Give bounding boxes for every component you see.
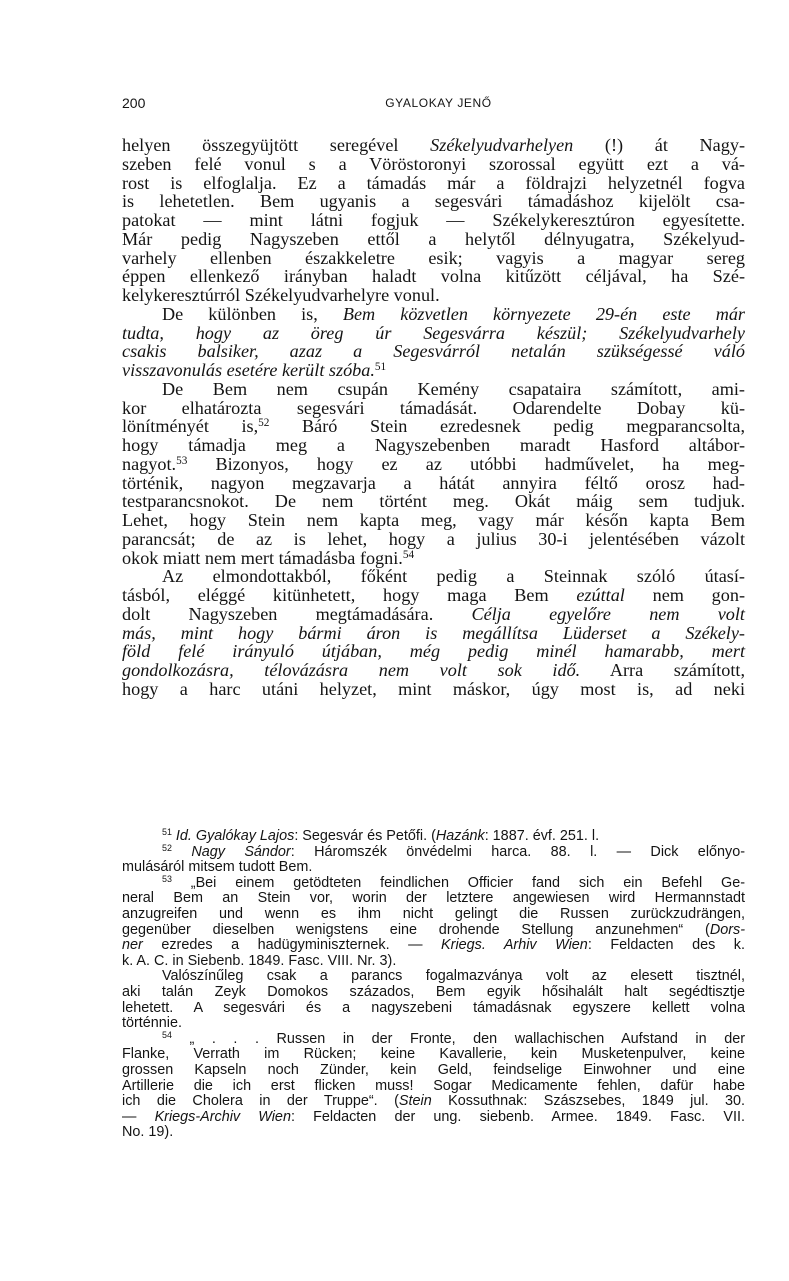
footnotes [122,829,745,1141]
footnote-line: aki talán Zeyk Domokos százados, Bem egyik hősihalált halt segédtisztje [122,983,745,1000]
text-line: lönítményét is,$^{52}$ Báró Stein ezredesnek pedig megparancsolta, [122,416,745,437]
footnote-reference: 51 [374,360,387,373]
text-line: kelykeresztúrról Székelyudvarhelyre vonul. [122,285,440,305]
footnote-line: $^{51}$ Id. Gyalókay Lajos: Segesvár és Petőfi. (Hazánk: 1887. évf. 251. l. [162,827,600,844]
footnote-line: — Kriegs-Archiv Wien: Feldacten der ung. siebenb. Armee. 1849. Fasc. VII. [122,1108,746,1125]
body-text [122,136,745,699]
footnote-line: gegenüber dieselben wenigstens eine drohende Stellung anzunehmen“ (Dors- [122,921,745,938]
italic-text: tudta, hogy az öreg úr Segesvárra készül; Székelyudvarhely [122,322,745,343]
text-line: hogy támadja meg a Nagyszebenben maradt Hasford altábor- [122,435,745,455]
footnote-line: lehetett. A segesvári és a nagyszebeni támadásnak egyszere kellett volna [122,999,745,1016]
footnote-reference: 51 [162,827,172,838]
footnote-reference: 53 [162,873,172,884]
author-header: GYALOKAY JENŐ [385,96,492,110]
italic-text: Id. Gyalókay Lajos [175,828,295,844]
footnote-line: k. A. C. in Siebenb. 1849. Fasc. VIII. Nr. 3). [122,952,397,969]
running-head [122,95,745,113]
text-line: varhely ellenben északkeletre esik; vagyis a magyar sereg [122,247,745,268]
footnote-line: ner ezredes a hadügyminiszternek. — Kriegs. Arhiv Wien: Feldacten des k. [122,937,745,954]
italic-text: csakis balsiker, azaz a Segesvárról netalán szükségessé váló [122,341,745,362]
footnote-line: anzugreifen und wenn es ihm nicht gelingt die Russen zurückzudrängen, [122,905,745,922]
text-line: is lehetetlen. Bem ugyanis a segesvári támadáshoz kijelölt csa- [122,191,745,212]
text-line: patokat — mint látni fogjuk — Székelykeresztúron egyesítette. [122,210,745,230]
text-line: Már pedig Nagyszeben ettől a helytől délnyugatra, Székelyud- [122,228,745,249]
text-line: nagyot.$^{53}$ Bizonyos, hogy ez az utóbbi hadművelet, ha meg- [122,453,745,474]
footnote-line: Flanke, Verrath im Rücken; keine Kavallerie, kein Musketenpulver, keine [122,1046,745,1063]
text-line: Lehet, hogy Stein nem kapta meg, vagy már későn kapta Bem [122,510,745,530]
text-line [122,361,745,380]
text-line [122,324,745,343]
italic-text: visszavonulás esetére került szóba. [122,360,375,380]
italic-text: Kriegs. Arhiv Wien [441,937,588,954]
italic-text: ezúttal [576,585,625,605]
italic-text: Stein [398,1093,432,1110]
footnote-line: neral Bem an Stein vor, worin der letztere angewiesen wird Hermannstadt [122,890,745,907]
italic-text: Dors- [709,921,745,938]
footnote-line: Artillerie die ich erst flicken muss! Sogar Medicamente fehlen, dafür habe [122,1077,745,1094]
text-line: dolt Nagyszeben megtámadására. Célja egyelőre nem volt [122,603,745,624]
text-line: történik, nagyon megzavarja a hátát annyira féltő orosz had- [122,472,745,493]
text-line: parancsát; de az is lehet, hogy a julius 30-i jelentésében vázolt [122,528,745,549]
italic-text: gondolkozásra, télovázásra nem volt sok idő. [122,660,581,680]
page-number: 200 [122,95,146,111]
text-line: hogy a harc utáni helyzet, mint máskor, úgy most is, ad neki [122,678,745,699]
text-line: tásból, eléggé kitünhetett, hogy maga Bem ezúttal nem gon- [122,585,745,605]
text-line: De Bem nem csupán Kemény csapataira számított, ami- [162,378,745,399]
text-line: éppen ellenkező irányban haladt volna kitűzött céljával, ha Szé- [122,266,745,287]
text-line [122,342,745,361]
footnote-line: Valószínűleg csak a parancs fogalmazványa volt az elesett tisztnél, [162,968,745,985]
footnote-line: mulásáról mitsem tudott Bem. [122,859,313,876]
footnote-line: $^{54}$ „ . . . Russen in der Fronte, den wallachischen Aufstand in der [162,1029,745,1047]
text-line: testparancsnokot. De nem történt meg. Okát máig sem tudjuk. [122,491,745,512]
text-line: De különben is, Bem közvetlen környezete 29-én este már [162,303,746,324]
italic-text: Célja egyelőre nem volt [471,603,745,624]
italic-text: Hazánk [435,828,485,844]
footnote-reference: 54 [402,548,415,561]
footnote-line: $^{52}$ Nagy Sándor: Háromszék önvédelmi harca. 88. l. — Dick előnyo- [162,842,746,860]
text-line [122,642,745,661]
footnote-line: No. 19). [122,1124,174,1141]
footnote-reference: 53 [176,454,188,467]
italic-text: ner [122,937,143,954]
text-line: rost is elfoglalja. Ez a támadás már a földrajzi helyzetnél fogva [122,172,745,193]
footnote-reference: 52 [258,417,270,430]
text-line: kor elhatározta segesvári támadását. Odarendelte Dobay kü- [122,397,745,418]
text-line: szeben felé vonul s a Vöröstoronyi szorossal együtt ezt a vá- [122,153,745,174]
text-line: helyen összegyüjtött seregével Székelyudvarhelyen (!) át Nagy- [122,135,745,155]
footnote-line: grossen Kapseln noch Zünder, kein Geld, feindselige Einwohner und eine [122,1061,745,1078]
footnote-line: $^{53}$ „Bei einem getödteten feindlichen Officier fand sich ein Befehl Ge- [162,873,745,891]
italic-text: más, mint hogy bármi áron is megállítsa Lüderset a Székely- [122,622,745,643]
footnote-line: történnie. [122,1015,183,1032]
footnote-line: ich die Cholera in der Truppe“. (Stein Kossuthnak: Szászsebes, 1849 jul. 30. [122,1093,745,1110]
italic-text: Kriegs-Archiv Wien [154,1108,291,1125]
footnote-reference: 52 [162,842,172,853]
text-line: okok miatt nem mert támadásba fogni.$^{54}$ [122,547,415,568]
italic-text: Nagy Sándor [191,843,291,860]
footnote-reference: 54 [162,1029,172,1040]
text-line: gondolkozásra, télovázásra nem volt sok idő. Arra számított, [122,660,745,680]
italic-text: föld felé irányuló útjában, még pedig minél hamarabb, mert [122,641,745,662]
italic-text: Székelyudvarhelyen [430,135,574,155]
text-line: Az elmondottakból, főként pedig a Steinnak szóló útasí- [162,566,745,587]
text-line [122,624,745,643]
italic-text: Bem közvetlen környezete 29-én este már [342,303,746,324]
